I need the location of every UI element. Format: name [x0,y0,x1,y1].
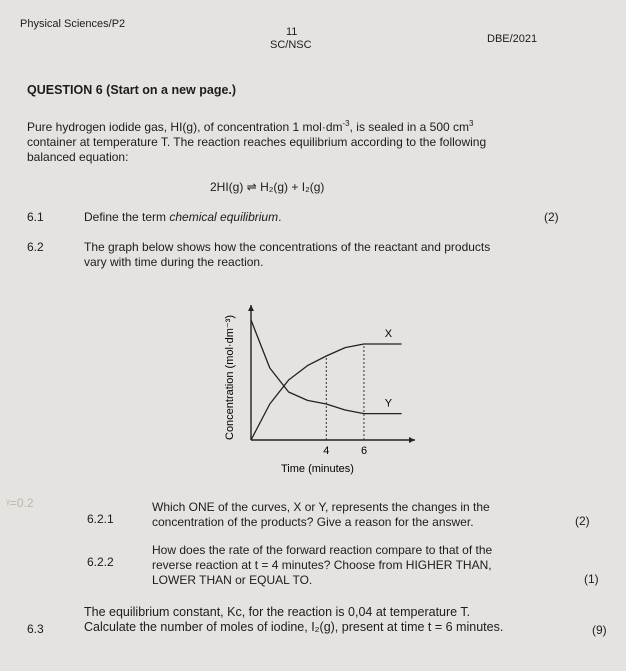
q61-text-a: Define the term [84,210,170,224]
q62-line-2: vary with time during the reaction. [84,255,264,269]
intro-text-2: , is sealed in a 500 cm [349,120,470,134]
q621-line-2: concentration of the products? Give a reason for the answer. [152,515,474,529]
series-y-label: Y [384,397,393,410]
q61-term: chemical equilibrium [169,210,279,224]
intro-line-3: balanced equation: [27,150,129,164]
q622-text [152,543,492,588]
x-tick-label: 4 [323,445,330,457]
x-axis-arrow [409,437,415,443]
q622-line-1: How does the rate of the forward reaction compare to that of the [152,543,493,557]
q63-number: 6.3 [27,622,44,636]
q63-text [84,605,503,635]
series-x-label: X [384,328,393,340]
q622-number: 6.2.2 [87,555,114,569]
q621-marks: (2) [575,514,590,528]
question-title: QUESTION 6 (Start on a new page.) [27,83,237,97]
q622-line-2: reverse reaction at t = 4 minutes? Choose from HIGHER THAN, [152,558,492,572]
intro-line-2: container at temperature T. The reaction reaches equilibrium according to the following [27,135,487,149]
q61-text [84,210,281,225]
x-axis-label: Time (minutes) [281,463,354,475]
q621-text [152,500,490,530]
intro-line-1 [27,116,547,135]
plot-area [248,305,415,457]
q63-line-1: The equilibrium constant, Kc, for the reaction is 0,04 at temperature T. [84,605,471,619]
q61-text-b: . [278,210,282,224]
y-axis-label: Concentration (mol·dm⁻³) [224,314,236,440]
intro-exp: -3 [342,119,350,128]
concentration-time-graph [215,290,415,485]
q61-marks: (2) [544,210,559,224]
q62-number: 6.2 [27,240,44,254]
q621-number: 6.2.1 [87,512,114,526]
margin-note: ᵞ=0.2 [6,496,34,510]
y-axis-arrow [248,305,254,311]
balanced-equation: 2HI(g) ⇌ H₂(g) + I₂(g) [210,180,325,194]
x-tick-label: 6 [360,445,368,457]
q63-line-2: Calculate the number of moles of iodine, I₂(g), present at time t = 6 minutes. [84,620,504,634]
q62-line-1: The graph below shows how the concentrations of the reactant and products [84,240,491,254]
q622-line-3: LOWER THAN or EQUAL TO. [152,573,313,587]
q622-marks: (1) [584,572,599,586]
q621-line-1: Which ONE of the curves, X or Y, represents the changes in the [152,500,490,514]
header-center: SC/NSC [270,39,312,51]
question-intro [27,116,547,165]
header-page-number: 11 [286,26,298,38]
intro-text: Pure hydrogen iodide gas, HI(g), of concentration 1 mol·dm [27,120,343,134]
q63-marks: (9) [592,623,607,637]
q62-text [84,240,490,270]
header-subject: Physical Sciences/P2 [20,18,126,30]
intro-exp-2: 3 [469,119,474,128]
header-code: DBE/2021 [487,33,538,45]
q61-number: 6.1 [27,210,44,224]
